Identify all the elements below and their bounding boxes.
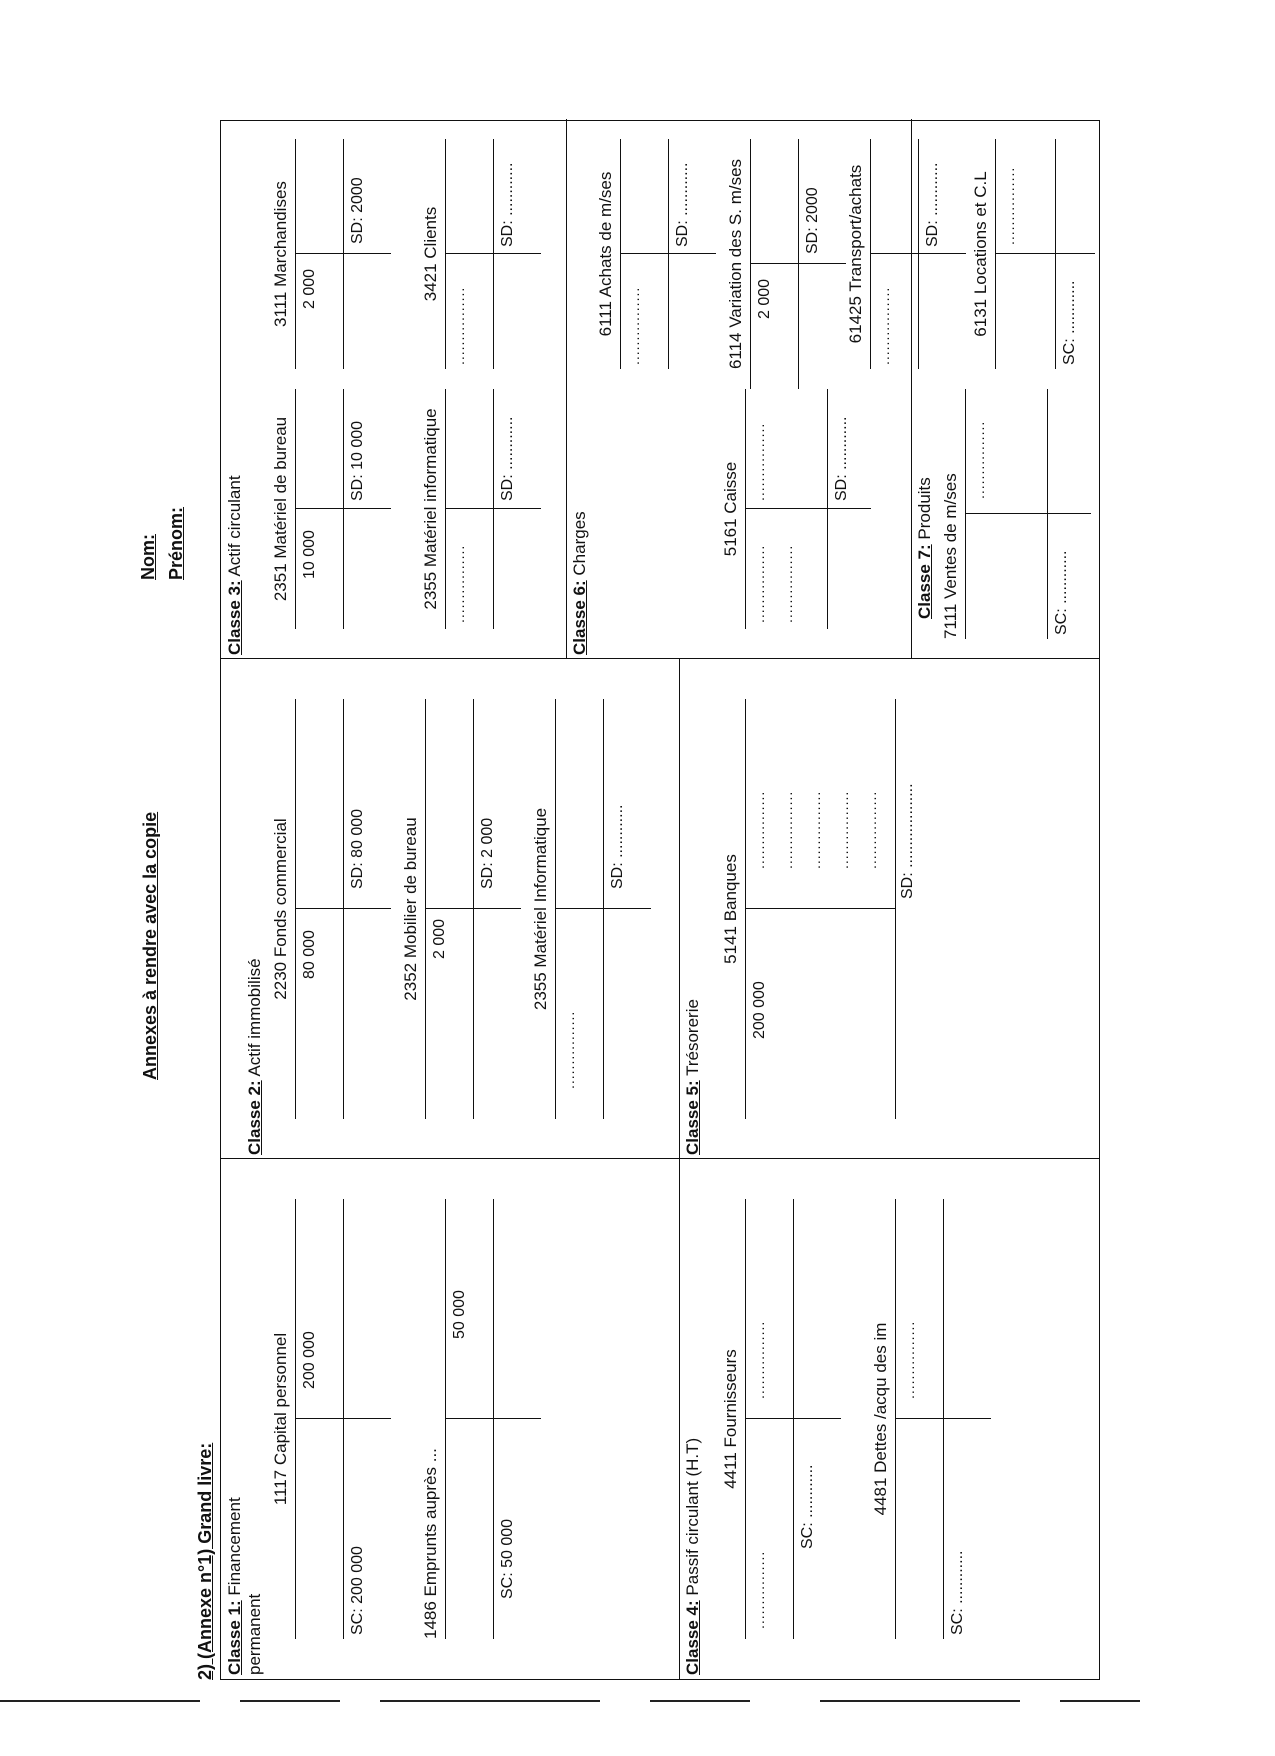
page-title: Annexes à rendre avec la copie (140, 811, 160, 1080)
account-61425 (846, 139, 966, 369)
solde-value: SD: 10 000 (349, 420, 366, 501)
solde-value: SC: ............ (949, 1550, 966, 1635)
credit-value: ................ (751, 1320, 767, 1399)
credit-value: ................ (863, 790, 879, 869)
debit-value: 80 000 (301, 930, 318, 979)
credit-value: ................ (971, 420, 987, 499)
account-title: 5141 Banques (721, 854, 740, 964)
row-divider (679, 1159, 680, 1679)
credit-value: 200 000 (301, 1331, 318, 1389)
account-2355-informatique (531, 699, 651, 1119)
debit-value: ................ (751, 544, 767, 623)
account-title: 2355 Matériel informatique (421, 408, 440, 610)
class-6-label: Classe 6: Charges (570, 511, 589, 655)
credit-value: ................ (779, 790, 795, 869)
rotated-ledger-sheet (120, 40, 1080, 1740)
account-title: 1486 Emprunts auprès ... (421, 1448, 440, 1639)
account-7111 (941, 389, 1091, 639)
account-1117 (271, 1199, 391, 1639)
account-title: 3421 Clients (421, 206, 440, 302)
debit-value: 10 000 (301, 530, 318, 579)
account-2352 (401, 699, 521, 1119)
solde-value: SD: 2000 (804, 187, 821, 254)
credit-value: ................ (807, 790, 823, 869)
account-title: 2230 Fonds commercial (271, 818, 290, 1000)
solde-value: SD: ................... (899, 783, 916, 899)
account-title: 1117 Capital personnel (271, 1332, 290, 1506)
row-divider (679, 659, 680, 1159)
column-divider (221, 1158, 1099, 1159)
account-6114 (726, 139, 846, 389)
account-title: 4411 Fournisseurs (721, 1349, 740, 1489)
solde-value: SC: ............ (1053, 550, 1070, 635)
credit-value: 50 000 (451, 1290, 468, 1339)
account-2355 (421, 389, 541, 629)
account-title: 4481 Dettes /acqu des im (871, 1322, 890, 1516)
account-6131 (971, 139, 1096, 369)
debit-value: 2 000 (756, 278, 773, 319)
row-divider (566, 119, 567, 659)
account-6111 (596, 139, 716, 369)
solde-value: SD: ............ (499, 416, 516, 501)
account-title: 5161 Caisse (721, 461, 740, 557)
account-title: 6131 Locations et C.L (971, 171, 990, 337)
credit-value: ................ (751, 790, 767, 869)
debit-value: 2 000 (301, 268, 318, 309)
credit-value: ................ (835, 790, 851, 869)
solde-value: SC: ............ (1061, 280, 1078, 365)
credit-value: ................ (751, 422, 767, 501)
ledger-frame (220, 120, 1100, 1680)
account-title: 61425 Transport/achats (846, 164, 865, 344)
credit-value: ................ (1001, 166, 1017, 245)
debit-value: ................ (751, 1550, 767, 1629)
debit-value: ................ (451, 286, 467, 365)
account-5141 (721, 699, 951, 1119)
class-7-label: Classe 7: Produits (915, 477, 934, 619)
account-3421 (421, 139, 541, 369)
column-divider (221, 658, 1099, 659)
account-4481 (871, 1199, 991, 1639)
nom-label: Nom: (138, 534, 158, 580)
solde-value: SD: ............ (674, 162, 691, 247)
solde-value: SC: 50 000 (499, 1518, 516, 1599)
solde-value: SD: 2 000 (479, 817, 496, 889)
solde-value: SD: ............ (499, 162, 516, 247)
class-5-label: Classe 5: Trésorerie (683, 999, 702, 1155)
solde-value: SD: 80 000 (349, 808, 366, 889)
debit-value: ................ (876, 286, 892, 365)
solde-value: SD: 2000 (349, 177, 366, 244)
account-title: 3111 Marchandises (271, 181, 290, 327)
account-1486 (421, 1199, 541, 1639)
solde-value: SC: ............ (799, 1464, 816, 1549)
account-title: 6111 Achats de m/ses (596, 171, 615, 337)
account-title: 6114 Variation des S. m/ses (726, 158, 745, 370)
debit-value: 200 000 (751, 981, 768, 1039)
solde-value: SD: ............ (833, 416, 850, 501)
solde-value: SD: ............ (924, 162, 941, 247)
solde-value: SC: 200 000 (349, 1546, 366, 1635)
solde-value: SD: ............ (609, 804, 626, 889)
class-2-label: Classe 2: Actif immobilisé (245, 958, 264, 1155)
debit-value: 2 000 (431, 918, 448, 959)
prenom-label: Prénom: (166, 506, 186, 580)
credit-value: ................ (901, 1320, 917, 1399)
account-3111 (271, 139, 391, 369)
account-title: 2351 Matériel de bureau (271, 416, 290, 602)
account-title: 7111 Ventes de m/ses (941, 473, 960, 639)
account-title: 2352 Mobilier de bureau (401, 817, 420, 1001)
section-title: 2) (Annexe n°1) Grand livre: (195, 1442, 215, 1680)
account-2230 (271, 699, 391, 1119)
debit-value: ................ (561, 1010, 577, 1089)
debit-value: ................ (626, 286, 642, 365)
debit-value: ................ (451, 544, 467, 623)
class-3-label: Classe 3: Actif circulant (225, 475, 244, 655)
class-4-label: Classe 4: Passif circulant (H.T) (683, 1437, 702, 1675)
account-title: 2355 Matériel Informatique (531, 807, 550, 1011)
account-4411 (721, 1199, 841, 1639)
class-1-label: Classe 1: Financement permanent (225, 1497, 264, 1675)
account-5161 (721, 389, 871, 629)
account-2351 (271, 389, 391, 629)
debit-value: ................ (779, 544, 795, 623)
